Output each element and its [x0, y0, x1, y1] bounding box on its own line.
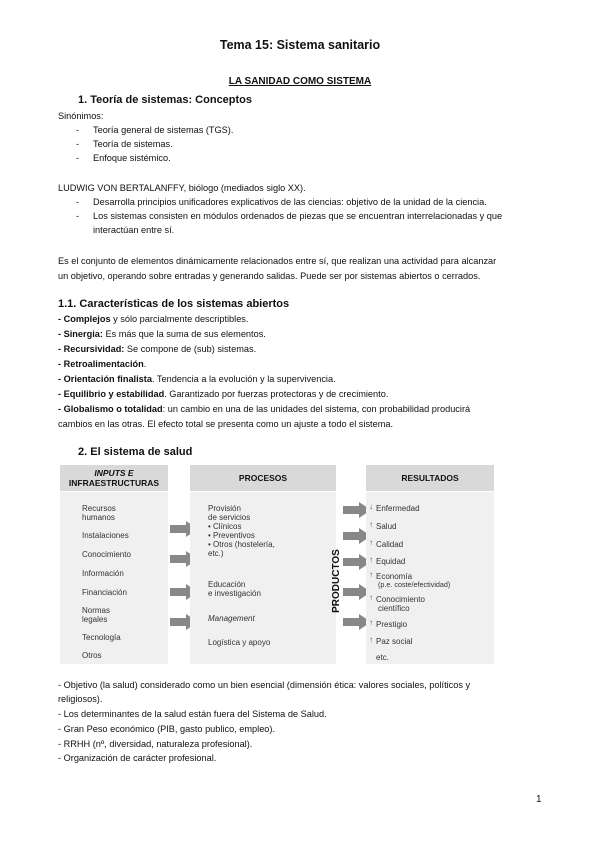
input-item: Otros [82, 651, 102, 660]
input-item: Tecnología [82, 633, 121, 642]
resultado-item: Conocimiento [376, 595, 425, 604]
up-arrow-icon: ↑ [369, 520, 373, 529]
input-item: humanos [82, 513, 115, 522]
list-item: - Los determinantes de la salud están fuera del Sistema de Salud. [58, 709, 327, 719]
up-arrow-icon: ↑ [369, 555, 373, 564]
input-item: Normas [82, 606, 111, 615]
proceso-item: Logística y apoyo [208, 638, 271, 647]
heading-caracteristicas: 1.1. Características de los sistemas abiertos [58, 298, 290, 310]
proceso-item: Management [208, 614, 255, 623]
input-item: Financiación [82, 588, 127, 597]
list-item-continuation: religiosos). [58, 694, 103, 704]
heading-sistema-salud: 2. El sistema de salud [78, 446, 193, 458]
input-item: Conocimiento [82, 550, 131, 559]
input-item: legales [82, 615, 108, 624]
proceso-item: e investigación [208, 589, 261, 598]
proceso-item: Educación [208, 580, 246, 589]
proceso-item: • Otros (hostelería, [208, 540, 275, 549]
proceso-item: • Clínicos [208, 522, 242, 531]
list-item: Desarrolla principios unificadores explicativos de las ciencias: objetivo de la unidad de la ciencia. [93, 197, 487, 207]
up-arrow-icon: ↑ [369, 618, 373, 627]
list-item: - Retroalimentación. [58, 359, 147, 369]
page-title: Tema 15: Sistema sanitario [219, 38, 381, 52]
list-item: Enfoque sistémico. [93, 153, 171, 163]
up-arrow-icon: ↑ [369, 635, 373, 644]
resultado-item: (p.e. coste/efectividad) [378, 580, 451, 589]
health-system-diagram [60, 462, 540, 667]
up-arrow-icon: ↑ [369, 570, 373, 579]
resultado-item: Enfermedad [376, 504, 420, 513]
list-item: - Organización de carácter profesional. [58, 753, 217, 763]
synonyms-list: - Teoría general de sistemas (TGS). - Teoría de sistemas. - Enfoque sistémico. [76, 125, 234, 163]
inputs-header: INPUTS E INFRAESTRUCTURAS [60, 465, 168, 491]
definition-line: un objetivo, operando sobre entradas y generando salidas. Puede ser por sistemas abiertos o cerrados. [58, 271, 481, 281]
section-heading: LA SANIDAD COMO SISTEMA [228, 76, 372, 87]
input-item: Instalaciones [82, 531, 129, 540]
author-list: - Desarrolla principios unificadores explicativos de las ciencias: objetivo de la unidad de la ciencia. - Los sistemas consisten en módulos ordenados de piezas que se encuentran interrelacionadas y que interactúan entre sí. [76, 197, 503, 235]
list-item: - RRHH (nº, diversidad, naturaleza profesional). [58, 739, 253, 749]
resultado-item: Economía [376, 572, 413, 581]
definition-line: Es el conjunto de elementos dinámicamente relacionados entre sí, que realizan una actividad para alcanzar [58, 256, 497, 266]
list-item: - Sinergia: Es más que la suma de sus elementos. [58, 329, 266, 339]
list-item: - Equilibrio y estabilidad. Garantizado por fuerzas protectoras y de crecimiento. [58, 389, 389, 399]
resultado-item: Equidad [376, 557, 406, 566]
health-system-bullets [58, 680, 578, 770]
resultado-item: Calidad [376, 540, 404, 549]
proceso-item: etc.) [208, 549, 224, 558]
heading-teoria: 1. Teoría de sistemas: Conceptos [78, 94, 253, 106]
characteristics-list [58, 314, 578, 432]
list-item: Teoría general de sistemas (TGS). [93, 125, 234, 135]
up-arrow-icon: ↑ [369, 538, 373, 547]
resultado-item: Paz social [376, 637, 413, 646]
list-item: Teoría de sistemas. [93, 139, 173, 149]
resultados-header: RESULTADOS [366, 465, 494, 491]
resultado-item: Salud [376, 522, 397, 531]
resultado-item: Prestigio [376, 620, 408, 629]
up-arrow-icon: ↑ [369, 593, 373, 602]
productos-label: PRODUCTOS [331, 549, 342, 613]
input-item: Información [82, 569, 124, 578]
author-line: LUDWIG VON BERTALANFFY, biólogo (mediados siglo XX). [58, 183, 306, 193]
list-item-continuation: interactúan entre sí. [93, 225, 175, 235]
proceso-item: Provisión [208, 504, 241, 513]
input-item: Recursos [82, 504, 116, 513]
list-item: - Gran Peso económico (PIB, gasto publico, empleo). [58, 724, 276, 734]
list-item: - Orientación finalista. Tendencia a la evolución y la supervivencia. [58, 374, 336, 384]
synonyms-label: Sinónimos: [58, 111, 104, 121]
list-item: Los sistemas consisten en módulos ordenados de piezas que se encuentran interrelacionadas y que [93, 211, 503, 221]
down-arrow-icon: ↓ [369, 502, 373, 511]
list-item: - Recursividad: Se compone de (sub) sistemas. [58, 344, 257, 354]
resultado-item: etc. [376, 653, 389, 662]
list-item: - Complejos y sólo parcialmente descriptibles. [58, 314, 249, 324]
proceso-item: • Preventivos [208, 531, 255, 540]
procesos-header: PROCESOS [190, 465, 336, 491]
list-item-continuation: cambios en las otras. El efecto total se presenta como un ajuste a todo el sistema. [58, 419, 394, 429]
page-number: 1 [536, 794, 542, 805]
resultado-item: científico [378, 604, 410, 613]
list-item: - Objetivo (la salud) considerado como un bien esencial (dimensión ética: valores sociales, políticos y [58, 680, 471, 690]
proceso-item: de servicios [208, 513, 251, 522]
list-item: - Globalismo o totalidad: un cambio en una de las unidades del sistema, con probabilidad producirá [58, 404, 471, 414]
